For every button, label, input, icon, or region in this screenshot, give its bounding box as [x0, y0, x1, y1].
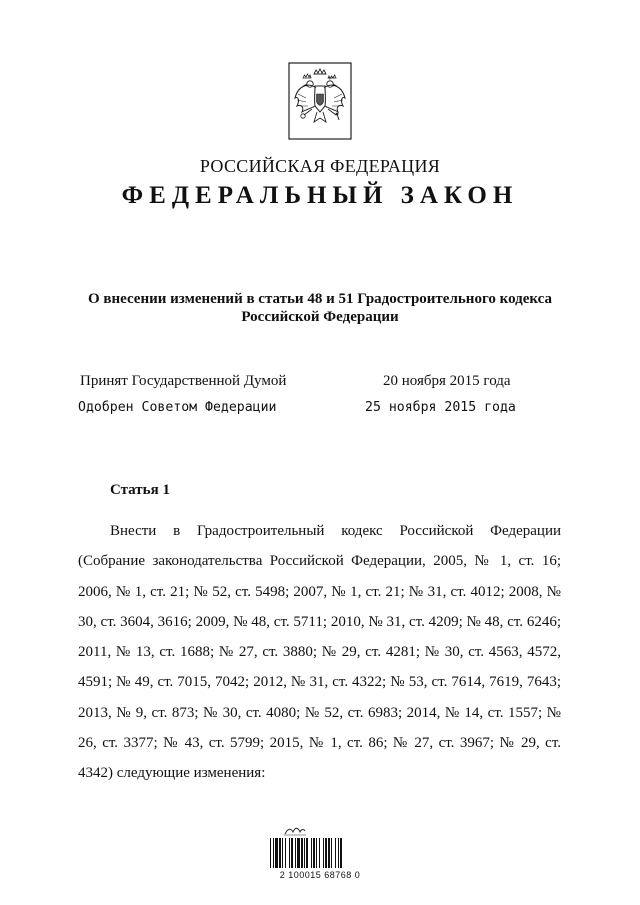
adoption-date: 25 ноября 2015 года	[365, 400, 516, 415]
article-paragraph: Внести в Градостроительный кодекс Российской Федерации (Собрание законодательства Российской Федерации, 2005, № 1, ст. 16; 2006, № 1, ст. 21; № 52, ст. 5498; 2007, № 1, ст. 21; № 31, ст. 4012; 2008, № 30, ст. 3604, 3616; 2009, № 48, ст. 5711; 2010, № 31, ст. 4209; № 48, ст. 6246; 2011, № 13, ст. 1688; № 27, ст. 3880; № 29, ст. 4281; № 30, ст. 4563, 4572, 4591; № 49, ст. 7015, 7042; 2012, № 31, ст. 4322; № 53, ст. 7614, 7619, 7643; 2013, № 9, ст. 873; № 30, ст. 4080; № 52, ст. 6983; 2014, № 14, ст. 1557; № 26, ст. 3377; № 43, ст. 5799; 2015, № 1, ст. 86; № 27, ст. 3967; № 29, ст. 4342) следующие изменения:	[78, 523, 561, 782]
barcode-number: 2 100015 68768 0	[279, 870, 361, 880]
law-title: О внесении изменений в статьи 48 и 51 Градостроительного кодекса Российской Федерации	[87, 291, 553, 325]
country-heading: РОССИЙСКАЯ ФЕДЕРАЦИЯ	[199, 156, 441, 176]
adoption-date: 20 ноября 2015 года	[383, 373, 511, 389]
adoption-label: Одобрен Советом Федерации	[78, 400, 277, 415]
barcode-bars-icon	[270, 838, 368, 868]
coat-of-arms-icon	[288, 62, 352, 140]
document-type-heading: ФЕДЕРАЛЬНЫЙ ЗАКОН	[121, 182, 519, 209]
barcode-mark-icon	[282, 826, 308, 836]
barcode	[266, 826, 374, 886]
article-body	[78, 516, 561, 789]
adoption-label: Принят Государственной Думой	[80, 373, 287, 389]
article-heading: Статья 1	[110, 482, 170, 498]
